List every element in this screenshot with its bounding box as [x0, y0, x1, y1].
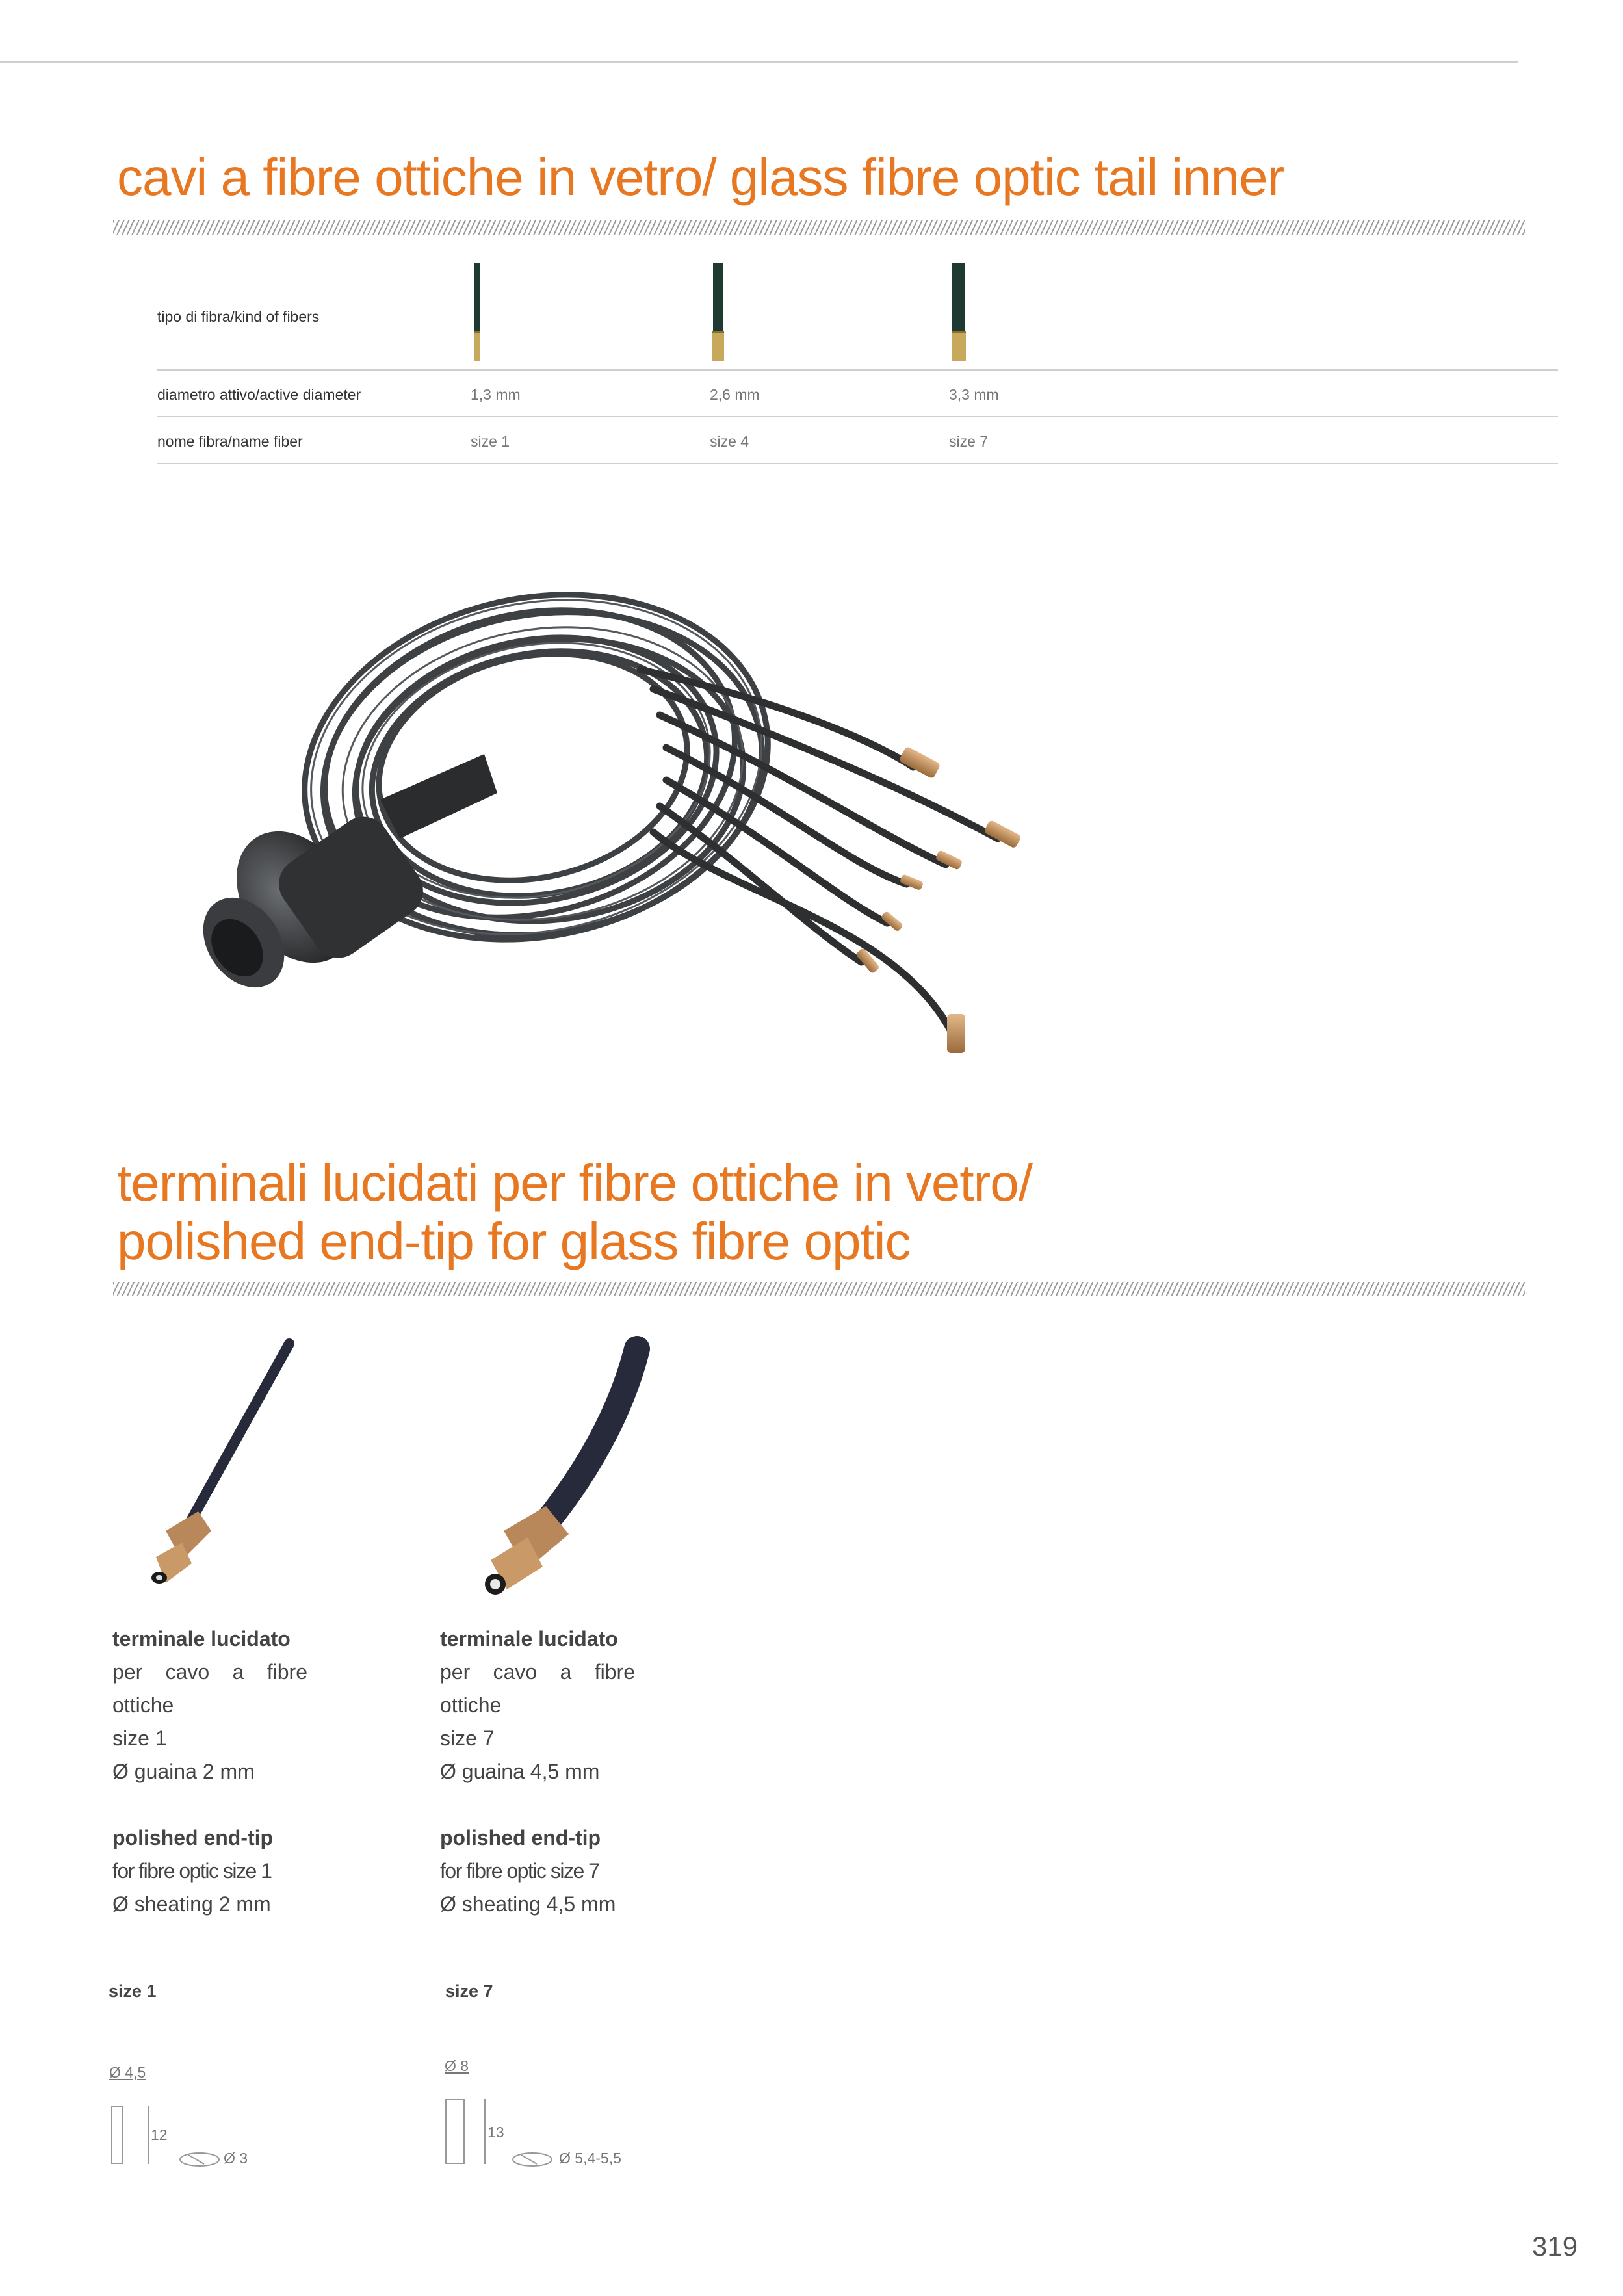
section-title-polished-end-tips	[117, 1154, 1032, 1270]
table-row	[157, 247, 1558, 371]
fiber-size4-image	[710, 263, 727, 361]
fiber-size1-image	[471, 263, 484, 361]
dim-hole-label: Ø 5,4-5,5	[559, 2150, 621, 2167]
it-size: size 7	[440, 1727, 495, 1750]
row-label-name-fiber: nome fibra/name fiber	[157, 433, 303, 450]
size-heading: size 1	[109, 1981, 157, 2001]
dim-diameter-label: Ø 8	[445, 2057, 469, 2074]
it-line: ottiche	[440, 1693, 502, 1717]
fibre-optic-harness-photo	[146, 559, 1030, 1053]
section-title-fibre-cables: cavi a fibre ottiche in vetro/ glass fibre optic tail inner	[117, 148, 1284, 206]
table-row	[157, 417, 1558, 464]
en-sheath: Ø sheating 4,5 mm	[440, 1892, 616, 1916]
row-label-kind-of-fibers: tipo di fibra/kind of fibers	[157, 308, 320, 325]
tip-outline-icon	[445, 2099, 465, 2164]
it-title: terminale lucidato	[440, 1627, 618, 1650]
spacer	[112, 1788, 307, 1821]
dim-length-label: 13	[487, 2124, 504, 2141]
en-title: polished end-tip	[440, 1826, 601, 1849]
hole-ellipse-icon	[510, 2150, 555, 2169]
en-title: polished end-tip	[112, 1826, 274, 1849]
tip-outline-icon	[110, 2106, 123, 2164]
table-cell: size 7	[949, 433, 989, 450]
hole-ellipse-icon	[177, 2150, 222, 2169]
table-cell: 1,3 mm	[471, 386, 521, 403]
en-line: for fibre optic size 7	[440, 1859, 599, 1883]
table-row	[157, 371, 1558, 417]
it-size: size 1	[112, 1727, 167, 1750]
table-cell: 2,6 mm	[710, 386, 760, 403]
en-line: for fibre optic size 1	[112, 1859, 272, 1883]
dimension-drawing-size7	[445, 2057, 705, 2181]
product-description-size7	[440, 1623, 635, 1921]
en-sheath: Ø sheating 2 mm	[112, 1892, 271, 1916]
it-sheath: Ø guaina 2 mm	[112, 1760, 255, 1783]
row-label-active-diameter: diametro attivo/active diameter	[157, 386, 361, 403]
it-line: per cavo a fibre	[112, 1660, 307, 1684]
end-tip-size1-photo	[120, 1336, 328, 1596]
it-sheath: Ø guaina 4,5 mm	[440, 1760, 600, 1783]
page-number: 319	[1532, 2231, 1578, 2262]
spec-table	[157, 247, 1558, 464]
title-line-2: polished end-tip for glass fibre optic	[117, 1212, 911, 1270]
it-line: per cavo a fibre	[440, 1660, 635, 1684]
it-line: ottiche	[112, 1693, 174, 1717]
dim-hole-label: Ø 3	[224, 2150, 248, 2167]
table-cell: size 4	[710, 433, 749, 450]
table-cell: 3,3 mm	[949, 386, 999, 403]
fiber-size7-image	[949, 263, 968, 361]
product-description-size1	[112, 1623, 307, 1921]
hatch-divider	[113, 220, 1525, 235]
it-title: terminale lucidato	[112, 1627, 291, 1650]
dim-length-label: 12	[151, 2126, 168, 2143]
table-cell: size 1	[471, 433, 510, 450]
size-heading: size 7	[445, 1981, 493, 2001]
top-rule	[0, 61, 1518, 63]
end-tip-size7-photo	[455, 1336, 663, 1596]
spacer	[440, 1788, 635, 1821]
hatch-divider	[113, 1282, 1525, 1296]
dimension-drawing-size1	[109, 2064, 369, 2181]
title-line-1: terminali lucidati per fibre ottiche in vetro/	[117, 1154, 1032, 1212]
dim-diameter-label: Ø 4,5	[109, 2064, 146, 2081]
